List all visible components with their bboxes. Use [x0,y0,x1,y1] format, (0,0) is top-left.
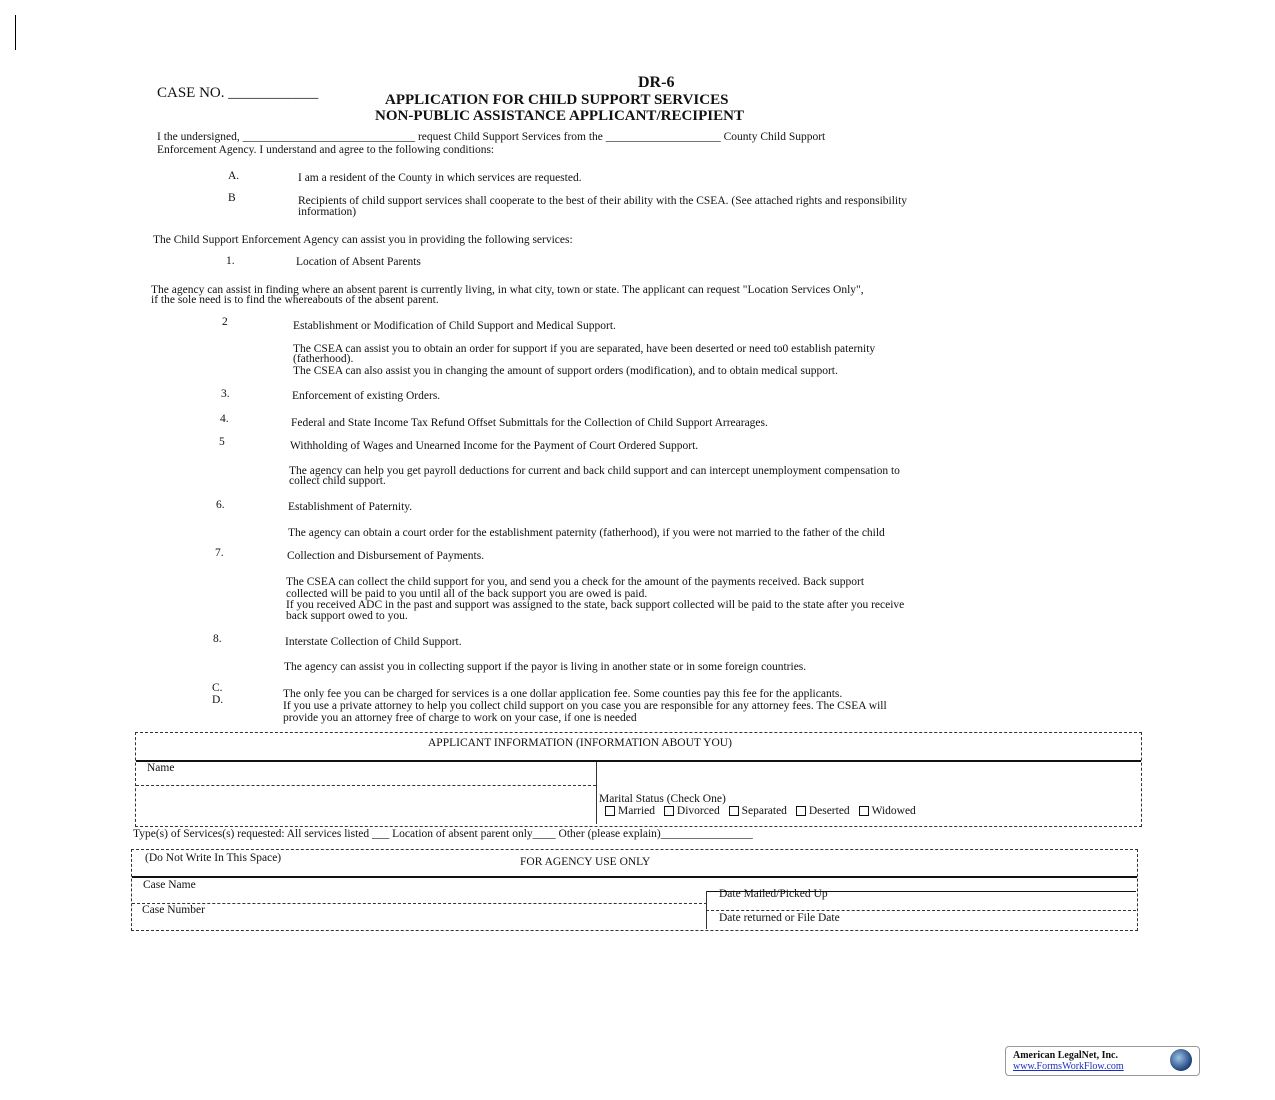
marital-options [599,805,916,817]
service-title: Location of Absent Parents [296,256,421,268]
date-returned-label: Date returned or File Date [719,912,840,924]
service-marker: 8. [213,633,222,645]
condition-text: Recipients of child support services shall cooperate to the best of their ability with the CSEA. (See attached rights and responsibility [298,195,908,207]
married-checkbox[interactable] [599,805,655,817]
service-marker: 2 [222,316,228,328]
fee-text: The only fee you can be charged for services is a one dollar application fee. Some counties pay this fee for the applicants. [283,688,843,700]
date-mailed-label: Date Mailed/Picked Up [719,888,828,900]
service-marker: 7. [215,547,224,559]
deserted-checkbox[interactable] [790,805,850,817]
case-number-label: Case Number [142,904,205,916]
company-url[interactable]: www.FormsWorkFlow.com [1013,1061,1124,1072]
form-id: DR-6 [638,74,675,91]
scan-mark [15,15,16,50]
intro-line-2: Enforcement Agency. I understand and agree to the following conditions: [157,144,495,156]
service-desc: The CSEA can assist you to obtain an order for support if you are separated, have been deserted or need to0 establish paternity [293,343,876,355]
service-desc: The agency can assist in finding where an absent parent is currently living, in what city, town or state. The applicant can request "Location Services Only", [151,284,864,296]
option-label: Divorced [676,805,720,817]
service-desc: If you received ADC in the past and support was assigned to the state, back support collected will be paid to the state after you receive [286,599,905,611]
widowed-checkbox[interactable] [853,805,916,817]
fee-text: If you use a private attorney to help you collect child support on you case you are responsible for any attorney fees. The CSEA will [283,700,887,712]
case-name-label: Case Name [143,879,196,891]
service-title: Establishment of Paternity. [288,501,413,513]
agency-note: (Do Not Write In This Space) [145,852,282,864]
divider [706,910,1136,911]
divider [136,760,1141,762]
service-desc: The agency can assist you in collecting support if the payor is living in another state or in some foreign countries. [284,661,807,673]
service-marker: 5 [219,436,225,448]
service-marker: 6. [216,499,225,511]
service-title: Enforcement of existing Orders. [292,390,441,402]
condition-marker: A. [228,170,240,182]
service-title: Establishment or Modification of Child Support and Medical Support. [293,320,616,332]
option-label: Deserted [808,805,850,817]
option-label: Widowed [871,805,916,817]
agency-header: FOR AGENCY USE ONLY [520,856,651,868]
services-requested-line[interactable]: Type(s) of Services(s) requested: All services listed ___ Location of absent parent only____ Other (please explain)________________ [133,828,753,840]
divider [596,762,597,824]
service-title: Withholding of Wages and Unearned Income for the Payment of Court Ordered Support. [290,440,699,452]
service-title: Interstate Collection of Child Support. [285,636,462,648]
fee-marker: C. [212,682,223,694]
form-subtitle: NON-PUBLIC ASSISTANCE APPLICANT/RECIPIENT [375,108,744,124]
service-desc: back support owed to you. [286,610,408,622]
divider [132,903,707,904]
service-desc: The agency can help you get payroll deductions for current and back child support and can intercept unemployment compensation to [289,465,900,477]
service-desc: The CSEA can collect the child support for you, and send you a check for the amount of the payments received. Back support [286,576,865,588]
service-title: Collection and Disbursement of Payments. [287,550,485,562]
service-desc: The CSEA can also assist you in changing the amount of support orders (modification), and to obtain medical support. [293,365,838,377]
applicant-header: APPLICANT INFORMATION (INFORMATION ABOUT YOU) [428,737,732,749]
service-desc: collect child support. [289,475,386,487]
service-desc: if the sole need is to find the whereabouts of the absent parent. [151,294,439,306]
company-name: American LegalNet, Inc. [1013,1050,1118,1061]
marital-label: Marital Status (Check One) [599,793,726,805]
option-label: Married [618,805,656,817]
separated-checkbox[interactable] [723,805,787,817]
condition-text: I am a resident of the County in which services are requested. [298,172,582,184]
service-desc: (fatherhood). [293,353,354,365]
option-label: Separated [741,805,787,817]
form-title: APPLICATION FOR CHILD SUPPORT SERVICES [385,92,729,108]
services-intro: The Child Support Enforcement Agency can assist you in providing the following services: [153,234,573,246]
globe-icon [1170,1049,1192,1071]
service-marker: 1. [226,255,235,267]
condition-text: information) [298,206,357,218]
service-desc: collected will be paid to you until all of the back support you are owed is paid. [286,588,648,600]
footer-logo[interactable] [1005,1046,1200,1076]
divider [132,876,1137,878]
service-desc: The agency can obtain a court order for the establishment paternity (fatherhood), if you were not married to the father of the child [288,527,885,539]
fee-marker: D. [212,694,224,706]
name-label: Name [147,762,175,774]
service-title: Federal and State Income Tax Refund Offset Submittals for the Collection of Child Support Arrearages. [291,417,768,429]
service-marker: 3. [221,388,230,400]
intro-line-1: I the undersigned, ______________________________ request Child Support Services from the ____________________ County Child Support [157,131,826,143]
case-number-field[interactable]: CASE NO. ____________ [157,85,319,101]
condition-marker: B [228,192,236,204]
name-field[interactable] [136,785,596,786]
fee-text: provide you an attorney free of charge to work on your case, if one is needed [283,712,637,724]
service-marker: 4. [220,413,229,425]
divorced-checkbox[interactable] [658,805,720,817]
